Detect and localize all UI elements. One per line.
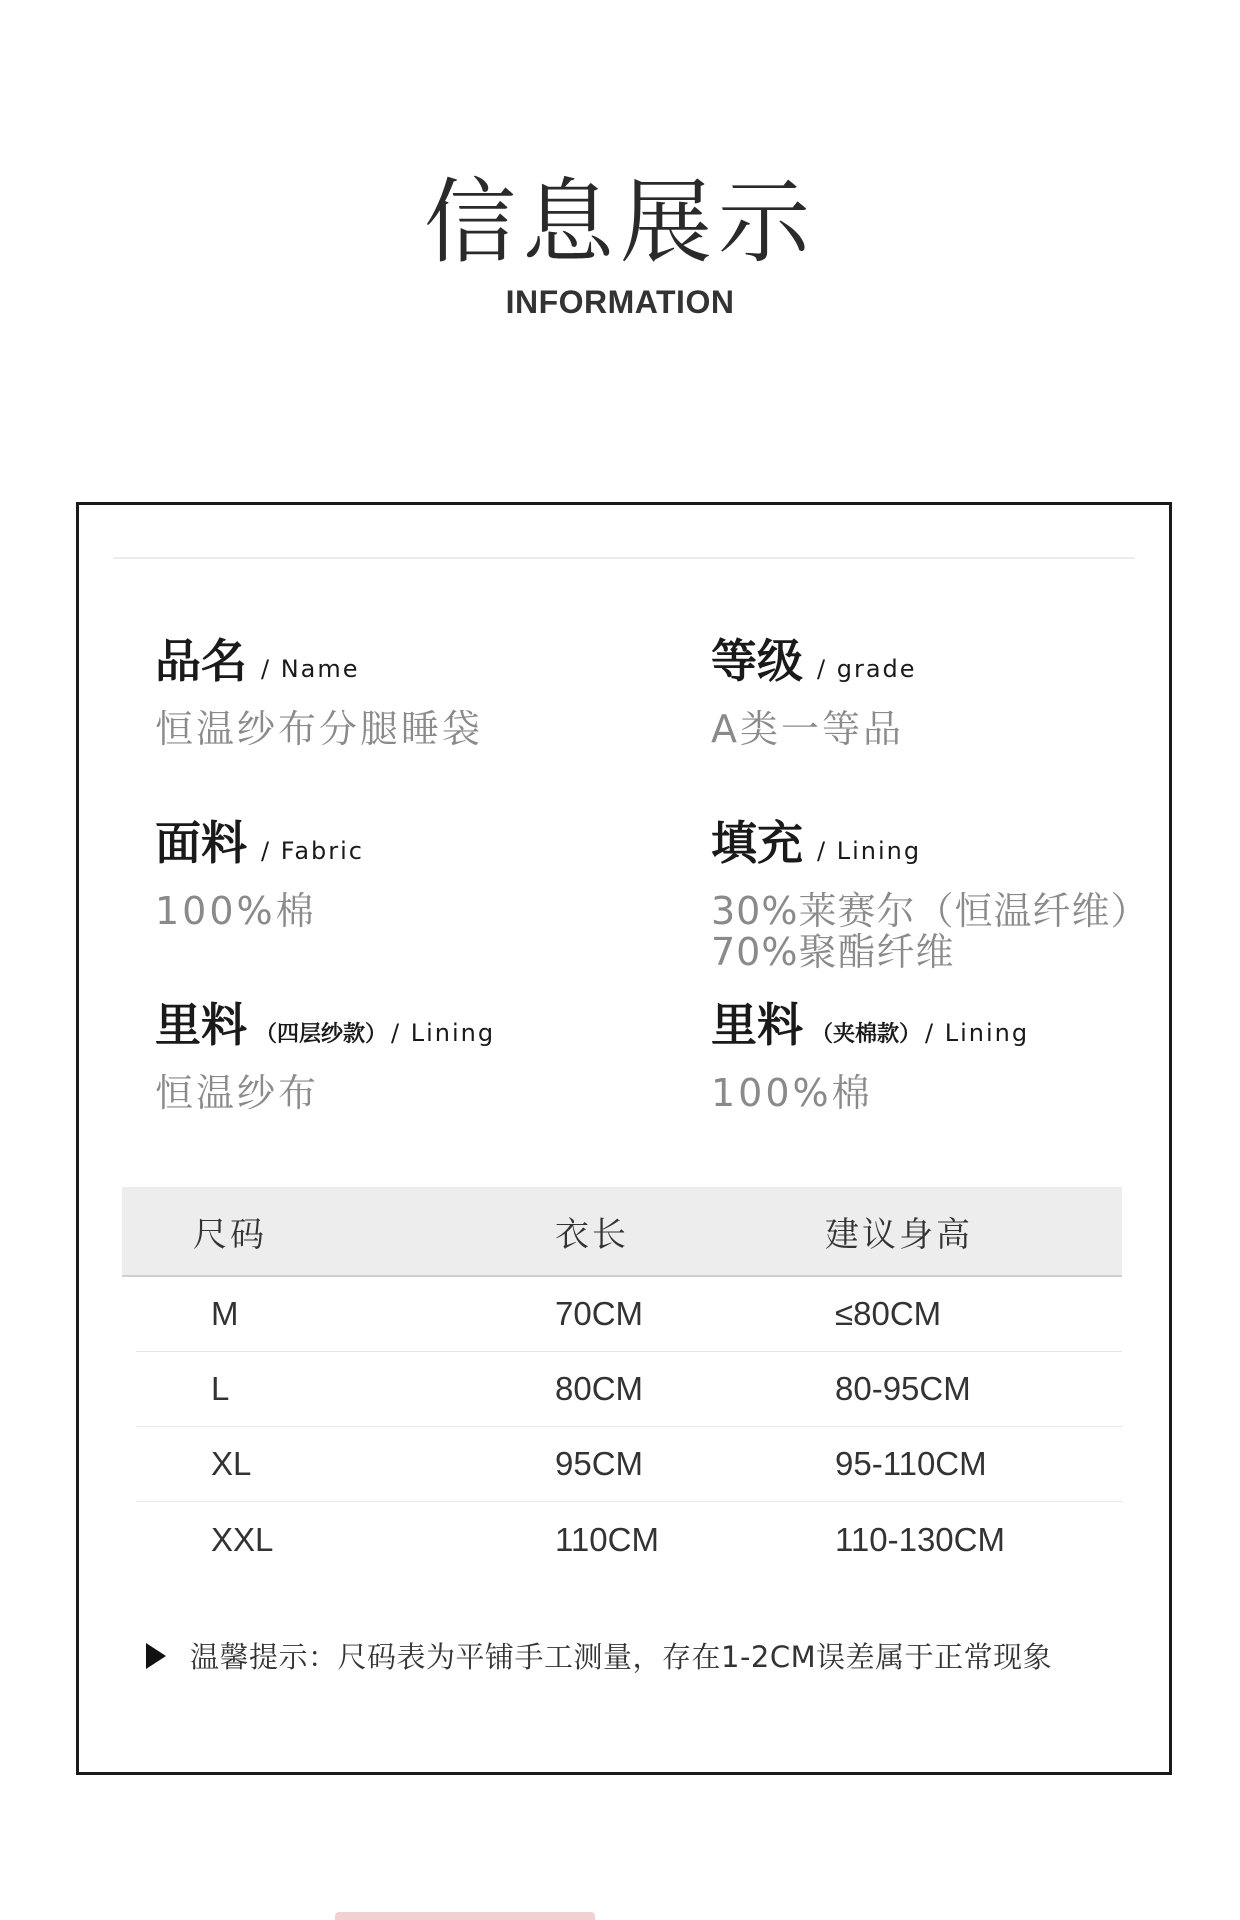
spec-fabric (155, 807, 364, 932)
spec-label: 面料 (155, 816, 247, 870)
cell-size: XL (211, 1445, 252, 1482)
bottom-accent-strip (335, 1912, 595, 1920)
spec-grade (711, 625, 917, 750)
spec-lining-padded (711, 989, 1029, 1114)
spec-value: 100%棉 (711, 1071, 873, 1115)
spec-label-en: / Lining (391, 1019, 496, 1047)
table-row (136, 1352, 1122, 1427)
spec-value: A类一等品 (711, 707, 904, 751)
table-row (136, 1502, 1122, 1577)
info-card (76, 502, 1172, 1775)
spec-value-line2: 70%聚酯纤维 (711, 930, 955, 975)
cell-height: ≤80CM (835, 1295, 942, 1332)
cell-height: 80-95CM (835, 1370, 971, 1407)
spec-label: 里料 (711, 998, 803, 1052)
spec-label: 里料 (155, 998, 247, 1052)
spec-note: （四层纱款） (255, 1022, 388, 1047)
cell-length: 95CM (555, 1445, 644, 1482)
spec-label: 填充 (711, 816, 803, 870)
spec-label-en: / Name (261, 655, 360, 683)
cell-height: 110-130CM (835, 1520, 1005, 1558)
table-row (136, 1427, 1122, 1502)
column-header-length: 衣长 (555, 1214, 629, 1255)
cell-size: M (211, 1295, 239, 1332)
page-subtitle: INFORMATION (505, 284, 735, 320)
spec-label-en: / Fabric (261, 837, 364, 865)
spec-filling (711, 807, 1149, 973)
size-tip (146, 1635, 1052, 1676)
table-header (122, 1187, 1122, 1277)
cell-length: 70CM (555, 1295, 644, 1332)
spec-value: 恒温纱布 (155, 1071, 320, 1115)
spec-note: （夹棉款） (811, 1022, 922, 1047)
cell-size: L (211, 1370, 230, 1407)
spec-label-en: / Lining (817, 837, 922, 865)
table-row (136, 1277, 1122, 1352)
spec-value: 恒温纱布分腿睡袋 (155, 707, 484, 751)
column-header-size: 尺码 (193, 1214, 267, 1255)
spec-name (155, 625, 483, 750)
spec-value: 100%棉 (155, 889, 317, 933)
size-table (122, 1187, 1122, 1577)
page-title: 信息展示 (423, 169, 816, 276)
play-arrow-icon (146, 1643, 166, 1669)
column-header-height: 建议身高 (825, 1214, 973, 1255)
cell-size: XXL (211, 1520, 274, 1558)
spec-label: 等级 (711, 634, 803, 688)
tip-text: 温馨提示：尺码表为平铺手工测量，存在1-2CM误差属于正常现象 (190, 1640, 1053, 1674)
divider (113, 557, 1135, 559)
cell-length: 110CM (555, 1520, 659, 1558)
spec-label: 品名 (155, 634, 247, 688)
spec-label-en: / Lining (925, 1019, 1030, 1047)
spec-label-en: / grade (817, 655, 917, 683)
spec-lining-gauze (155, 989, 495, 1114)
cell-length: 80CM (555, 1370, 644, 1407)
spec-value: 30%莱赛尔（恒温纤维） (711, 889, 1150, 933)
cell-height: 95-110CM (835, 1445, 987, 1482)
